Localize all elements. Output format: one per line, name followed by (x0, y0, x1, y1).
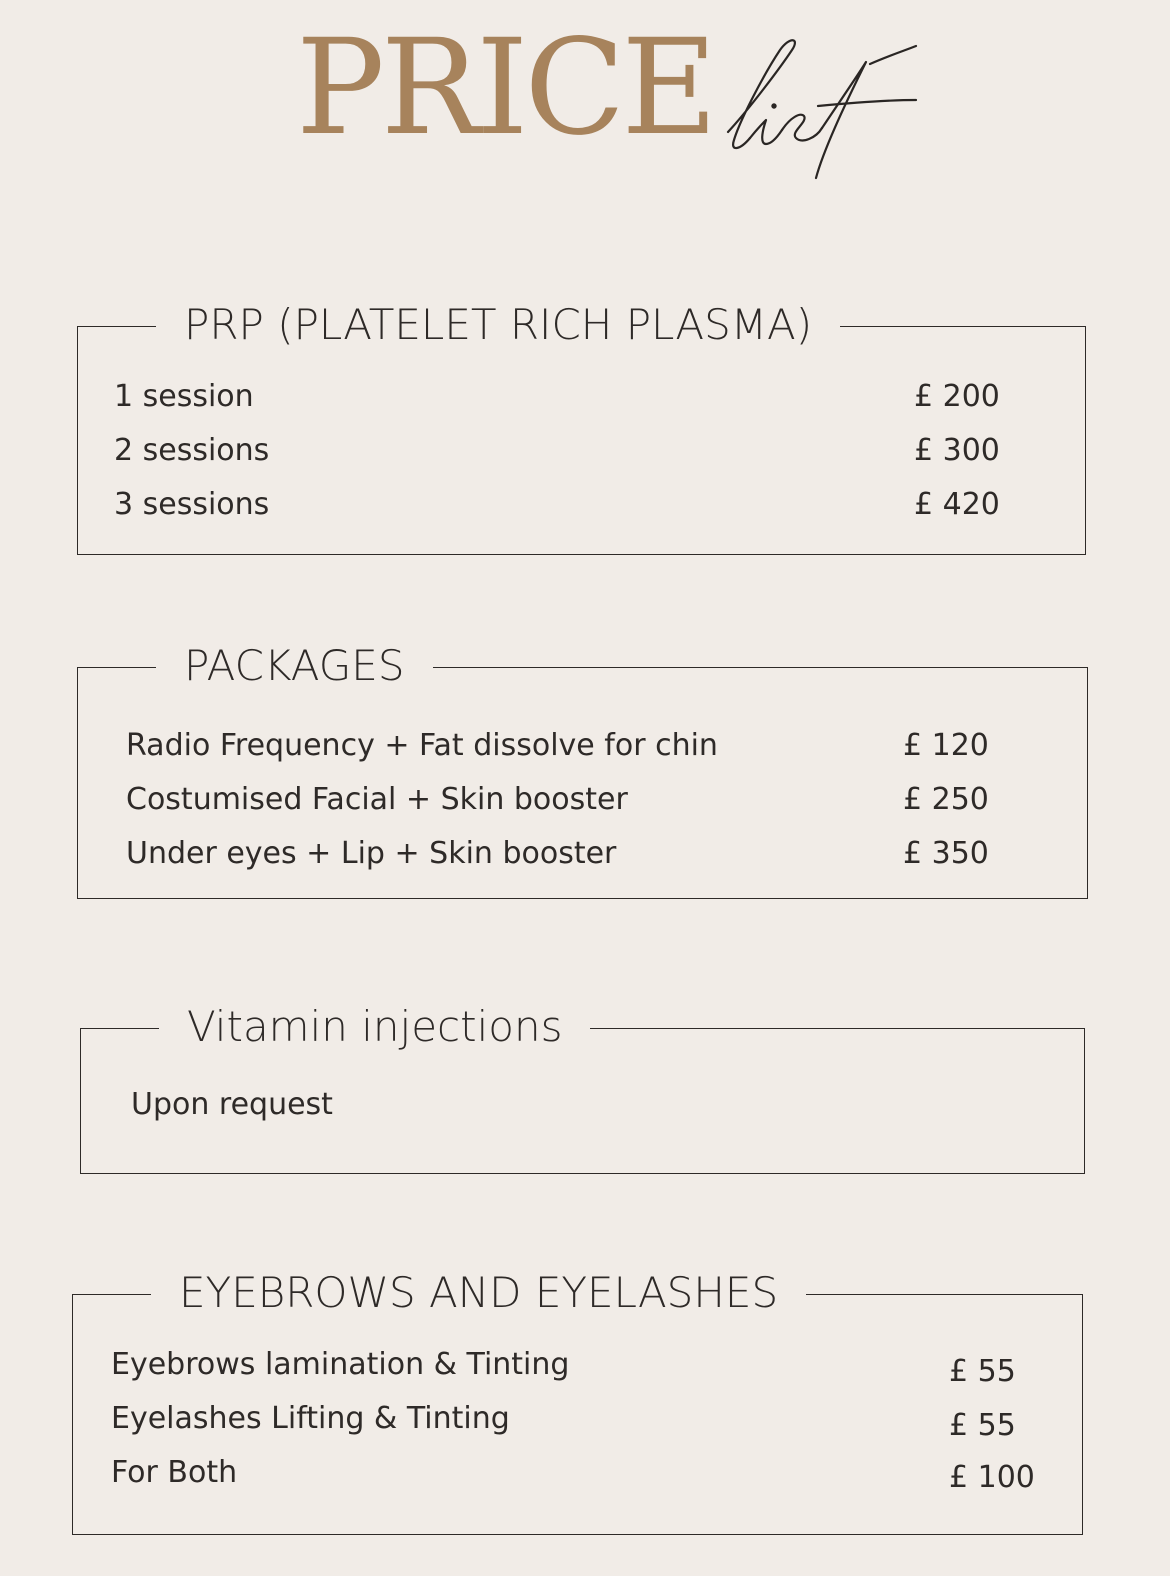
item-name: Upon request (131, 1087, 333, 1122)
item-price: £ 55 (949, 1408, 1016, 1443)
item-price: £ 55 (949, 1354, 1016, 1389)
item-name: 2 sessions (114, 433, 270, 468)
item-price: £ 120 (903, 728, 989, 763)
item-price: £ 300 (914, 433, 1000, 468)
section-packages (77, 641, 1088, 899)
item-name: Radio Frequency + Fat dissolve for chin (126, 728, 718, 763)
title-main: PRICE (296, 11, 714, 165)
section-heading: PACKAGES (156, 636, 433, 696)
item-name: For Both (111, 1455, 238, 1490)
item-name: Eyelashes Lifting & Tinting (111, 1401, 510, 1436)
item-price: £ 350 (903, 836, 989, 871)
section-vitamin-injections (80, 1002, 1085, 1174)
page-title (0, 11, 1170, 178)
item-name: Under eyes + Lip + Skin booster (126, 836, 617, 871)
section-heading: EYEBROWS AND EYELASHES (151, 1263, 806, 1323)
item-name: 1 session (114, 379, 254, 414)
section-prp (77, 300, 1086, 555)
section-eyebrows-eyelashes (72, 1268, 1083, 1535)
section-heading: PRP (PLATELET RICH PLASMA) (156, 295, 840, 355)
item-name: Eyebrows lamination & Tinting (111, 1347, 570, 1382)
title-script-lettering (720, 28, 930, 188)
item-price: £ 420 (914, 487, 1000, 522)
item-price: £ 100 (949, 1460, 1035, 1495)
item-name: Costumised Facial + Skin booster (126, 782, 628, 817)
item-price: £ 200 (914, 379, 1000, 414)
item-name: 3 sessions (114, 487, 270, 522)
item-price: £ 250 (903, 782, 989, 817)
section-heading: Vitamin injections (159, 997, 590, 1057)
